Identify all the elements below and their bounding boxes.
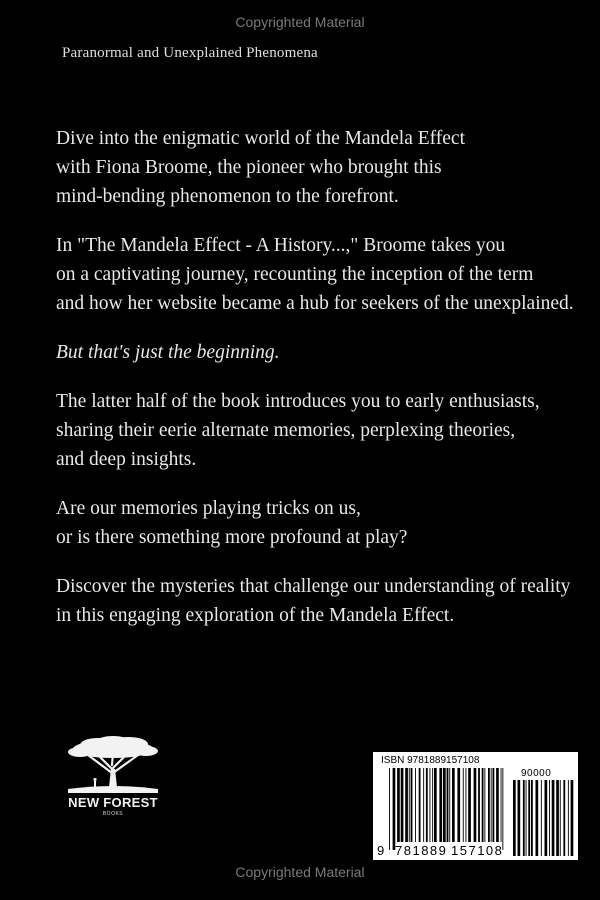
barcode-bar <box>411 768 413 842</box>
barcode-bar <box>488 768 490 842</box>
barcode-bar <box>393 768 396 850</box>
barcode-digit-group-2: 157108 <box>451 843 504 858</box>
barcode-bar <box>563 780 565 856</box>
description-paragraph-4: The latter half of the book introduces you to early enthusiasts, sharing their eerie alternate memories, perplexing theories, and deep insights. <box>56 391 540 470</box>
publisher-logo <box>58 735 168 825</box>
barcode-bar <box>556 780 559 856</box>
barcode-bar <box>528 780 530 856</box>
barcode-bar <box>518 780 521 856</box>
barcode-bar <box>457 768 460 842</box>
description-paragraph-3: But that's just the beginning. <box>56 342 280 363</box>
barcode-bar <box>389 768 390 850</box>
isbn-barcode <box>373 752 578 860</box>
barcode-bar <box>513 780 516 856</box>
category-label: Paranormal and Unexplained Phenomena <box>62 45 318 61</box>
barcode-bar <box>430 768 431 842</box>
barcode-bar <box>571 780 574 856</box>
barcode-bar <box>501 768 502 842</box>
barcode-bar <box>409 768 410 842</box>
copyright-watermark-top: Copyrighted Material <box>235 14 365 30</box>
barcode-bar <box>482 768 484 842</box>
barcode-bar <box>536 780 539 856</box>
price-code: 90000 <box>521 768 552 779</box>
barcode-bar <box>493 768 495 842</box>
barcode-bar <box>484 768 485 842</box>
barcode-bar <box>434 768 437 842</box>
description-paragraph-6: Discover the mysteries that challenge our understanding of reality in this engaging exploration of the Mandela Effect. <box>56 576 571 626</box>
barcode-bar <box>502 768 503 850</box>
barcode-bar <box>405 768 408 842</box>
barcode-bar <box>523 780 525 856</box>
barcode-bar <box>496 768 499 842</box>
barcode-bar <box>531 780 533 856</box>
barcode-bar <box>526 780 527 856</box>
barcode-digit-first: 9 <box>377 843 386 858</box>
barcode-bar <box>468 768 471 842</box>
barcode-bar <box>560 780 561 856</box>
barcode-bar <box>432 768 433 842</box>
barcode-bar <box>463 768 464 842</box>
barcode-bar <box>439 768 442 842</box>
barcode-bar <box>545 780 548 856</box>
barcode-bar <box>419 768 421 842</box>
description-paragraph-2: In "The Mandela Effect - A History...," Broome takes you on a captivating journey, recounting the inception of the term and how her website became a hub for seekers of the unexplained. <box>56 235 574 314</box>
barcode-bar <box>449 768 450 842</box>
barcode-bar <box>552 780 555 856</box>
isbn-label: ISBN 9781889157108 <box>381 755 480 766</box>
description-paragraph-5: Are our memories playing tricks on us, or is there something more profound at play? <box>56 498 408 548</box>
book-description <box>56 124 586 650</box>
barcode-bar <box>466 768 467 842</box>
tree-icon <box>58 735 168 797</box>
barcode-bar <box>541 780 542 856</box>
barcode-bar <box>426 768 428 842</box>
barcode-bar <box>452 768 455 842</box>
barcode-bar <box>478 768 480 842</box>
barcode-bar <box>415 768 416 842</box>
barcode-bar <box>397 768 400 842</box>
barcode-bar <box>568 780 569 856</box>
barcode-bar <box>443 768 446 842</box>
publisher-subtitle: BOOKS <box>102 811 124 817</box>
copyright-watermark-bottom: Copyrighted Material <box>235 864 365 880</box>
description-paragraph-1: Dive into the enigmatic world of the Mandela Effect with Fiona Broome, the pioneer who brought this mind-bending phenomenon to the forefront. <box>56 128 466 207</box>
barcode-bar <box>423 768 424 842</box>
barcode-bar <box>401 768 404 842</box>
publisher-name: NEW FOREST <box>68 795 158 810</box>
barcode-bar <box>491 768 492 842</box>
barcode-bar <box>447 768 449 842</box>
barcode-digit-group-1: 781889 <box>395 843 448 858</box>
barcode-bar <box>549 780 550 856</box>
barcode-bar <box>474 768 477 842</box>
